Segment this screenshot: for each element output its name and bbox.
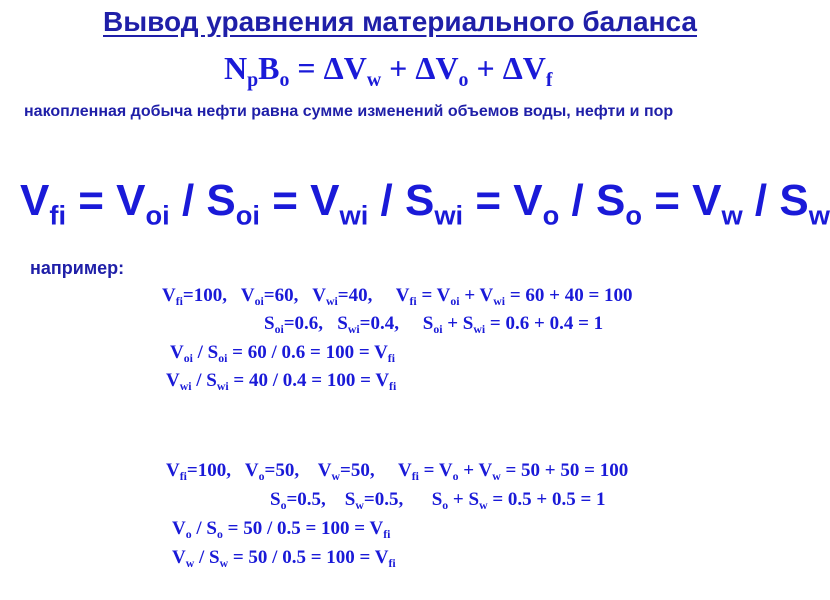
formula-text: = 50 / 0.5 = 100 = V (228, 547, 389, 568)
formula-subscript: o (258, 470, 265, 484)
formula-text: =0.5, S (286, 489, 356, 510)
formula-subscript: o (625, 199, 642, 231)
formula-subscript: fi (387, 352, 395, 366)
balance-equation (224, 50, 553, 91)
formula-subscript: oi (450, 295, 460, 309)
formula-text: S (270, 489, 281, 510)
formula-subscript: wi (473, 323, 486, 337)
formula-subscript: wi (339, 199, 369, 231)
formula-subscript: o (542, 199, 560, 231)
formula-text: / S (368, 176, 435, 225)
formula-text: / S (559, 176, 626, 225)
formula-subscript: o (216, 528, 223, 542)
formula-text: / S (194, 547, 220, 568)
formula-text: =0.6, S (283, 313, 348, 334)
formula-text: =50, V (264, 460, 332, 481)
formula-text: V (170, 342, 184, 363)
formula-text: B (258, 50, 280, 86)
formula-subscript: w (808, 199, 830, 231)
formula-subscript: o (452, 470, 459, 484)
formula-text: = 60 + 40 = 100 (505, 285, 633, 306)
example-label: например: (30, 258, 125, 278)
formula-subscript: oi (235, 199, 261, 231)
formula-text: = 40 / 0.4 = 100 = V (228, 370, 390, 391)
formula-text: = V (416, 285, 451, 306)
example1-row4 (166, 370, 396, 392)
formula-subscript: w (185, 557, 195, 571)
formula-text: N (224, 50, 248, 86)
formula-text: / S (191, 518, 217, 539)
formula-subscript: w (492, 470, 501, 484)
formula-text: / S (191, 370, 217, 391)
formula-subscript: fi (175, 295, 183, 309)
formula-subscript: wi (434, 199, 464, 231)
formula-subscript: w (721, 199, 743, 231)
formula-subscript: o (279, 68, 290, 91)
formula-text: = V (66, 176, 146, 225)
formula-text: V (20, 176, 50, 225)
formula-text: =40, V (337, 285, 410, 306)
formula-subscript: oi (274, 323, 284, 337)
formula-subscript: o (185, 528, 192, 542)
formula-text: =0.5, S (363, 489, 443, 510)
formula-subscript: oi (218, 352, 228, 366)
formula-subscript: oi (433, 323, 443, 337)
formula-subscript: oi (254, 295, 264, 309)
formula-text: V (166, 460, 180, 481)
formula-text: + S (448, 489, 480, 510)
formula-text: / S (742, 176, 809, 225)
formula-subscript: oi (183, 352, 193, 366)
formula-subscript: fi (179, 470, 187, 484)
formula-subscript: wi (179, 380, 192, 394)
example1-row1 (162, 285, 633, 307)
formula-text: =50, V (340, 460, 412, 481)
formula-subscript: oi (145, 199, 170, 231)
example2-row1 (166, 460, 628, 482)
example1-row2 (264, 313, 603, 335)
formula-text: V (172, 518, 186, 539)
formula-text: + S (442, 313, 474, 334)
formula-subscript: o (442, 499, 449, 513)
formula-subscript: o (280, 499, 287, 513)
formula-subscript: w (479, 499, 488, 513)
formula-text: = ΔV (289, 50, 367, 86)
formula-text: = V (641, 176, 722, 225)
formula-subscript: wi (347, 323, 360, 337)
formula-text: =100, V (182, 285, 255, 306)
formula-text: + ΔV (381, 50, 459, 86)
formula-text: V (162, 285, 176, 306)
formula-text: S (264, 313, 275, 334)
formula-text: / S (192, 342, 219, 363)
formula-text: =100, V (186, 460, 259, 481)
formula-text: = V (418, 460, 453, 481)
formula-subscript: fi (49, 199, 67, 231)
example2-row2 (270, 489, 606, 511)
formula-text: / S (169, 176, 236, 225)
formula-text: V (172, 547, 186, 568)
formula-text: = 0.5 + 0.5 = 1 (487, 489, 606, 510)
formula-subscript: fi (409, 295, 417, 309)
example2-row3 (172, 518, 390, 540)
formula-text: + V (458, 460, 493, 481)
formula-subscript: fi (383, 528, 391, 542)
formula-text: = 50 + 50 = 100 (500, 460, 629, 481)
slide-title: Вывод уравнения материального баланса (103, 6, 697, 37)
formula-text: = V (260, 176, 340, 225)
formula-subscript: o (458, 68, 469, 91)
formula-text: = 0.6 + 0.4 = 1 (485, 313, 604, 334)
volume-saturation-equation (20, 176, 830, 231)
formula-text: = 60 / 0.6 = 100 = V (227, 342, 388, 363)
formula-subscript: wi (216, 380, 229, 394)
formula-subscript: wi (326, 295, 338, 309)
example1-row3 (170, 342, 395, 364)
formula-subscript: fi (388, 557, 396, 571)
formula-subscript: w (355, 499, 364, 513)
formula-subscript: p (247, 68, 259, 91)
formula-text: =60, V (263, 285, 327, 306)
formula-subscript: fi (389, 380, 397, 394)
formula-subscript: w (331, 470, 340, 484)
formula-subscript: fi (411, 470, 419, 484)
formula-text: V (166, 370, 180, 391)
formula-subscript: wi (493, 295, 506, 309)
formula-subscript: w (366, 68, 382, 91)
balance-description: накопленная добыча нефти равна сумме изменений объемов воды, нефти и пор (24, 103, 674, 120)
formula-text: = 50 / 0.5 = 100 = V (222, 518, 384, 539)
formula-subscript: w (219, 557, 229, 571)
formula-text: = V (463, 176, 543, 225)
formula-text: + V (459, 285, 494, 306)
formula-text: + ΔV (468, 50, 546, 86)
example2-row4 (172, 547, 396, 569)
formula-text: =0.4, S (359, 313, 434, 334)
formula-subscript: f (545, 68, 553, 91)
